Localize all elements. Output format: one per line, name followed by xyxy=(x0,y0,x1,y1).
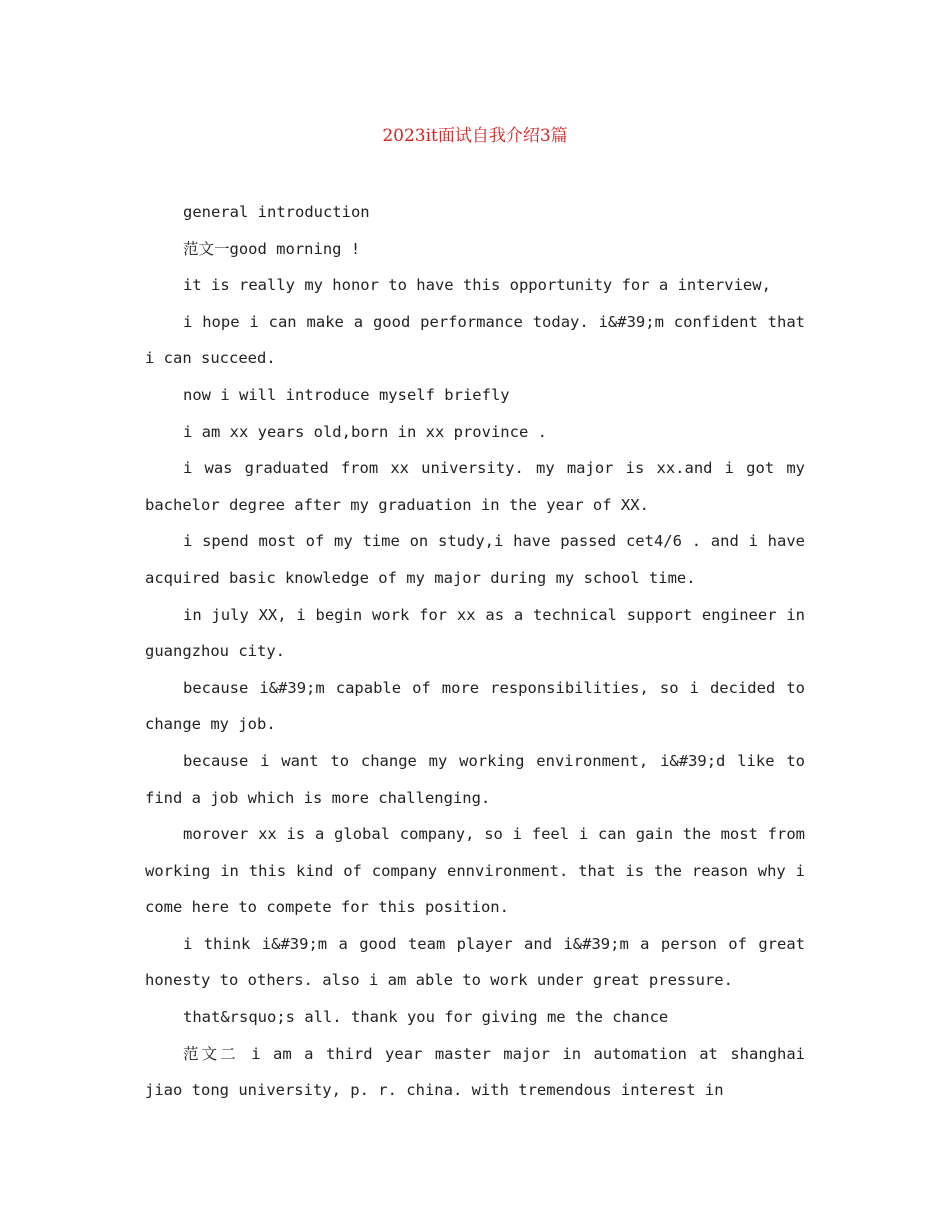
paragraph: in july XX, i begin work for xx as a technical support engineer in guangzhou city. xyxy=(145,605,805,661)
paragraph: because i&#39;m capable of more responsibilities, so i decided to change my job. xyxy=(145,678,805,734)
paragraph: it is really my honor to have this opportunity for a interview, xyxy=(183,276,771,295)
paragraph: 范文一good morning ! xyxy=(183,239,361,258)
paragraph: general introduction xyxy=(183,203,370,221)
paragraph: morover xx is a global company, so i feel i can gain the most from working in this kind of company ennvironment. that is the reason why i come here to compete for this position. xyxy=(145,825,805,917)
paragraph: i am xx years old,born in xx province . xyxy=(183,422,547,441)
paragraph: i hope i can make a good performance today. i&#39;m confident that i can succeed. xyxy=(145,312,805,368)
document-body xyxy=(145,194,805,1109)
paragraph: i was graduated from xx university. my major is xx.and i got my bachelor degree after my graduation in the year of XX. xyxy=(145,459,805,514)
paragraph: i think i&#39;m a good team player and i&#39;m a person of great honesty to others. also i am able to work under great pressure. xyxy=(145,934,805,990)
paragraph: now i will introduce myself briefly xyxy=(183,385,510,404)
paragraph: 范文二 i am a third year master major in automation at shanghai jiao tong university, p. r. china. with tremendous interest in xyxy=(145,1044,805,1100)
paragraph: that&rsquo;s all. thank you for giving me the chance xyxy=(183,1008,669,1027)
paragraph: i spend most of my time on study,i have passed cet4/6 . and i have acquired basic knowledge of my major during my school time. xyxy=(145,532,805,587)
paragraph: because i want to change my working environment, i&#39;d like to find a job which is more challenging. xyxy=(145,751,805,807)
page-title: 2023it面试自我介绍3篇 xyxy=(382,126,568,146)
